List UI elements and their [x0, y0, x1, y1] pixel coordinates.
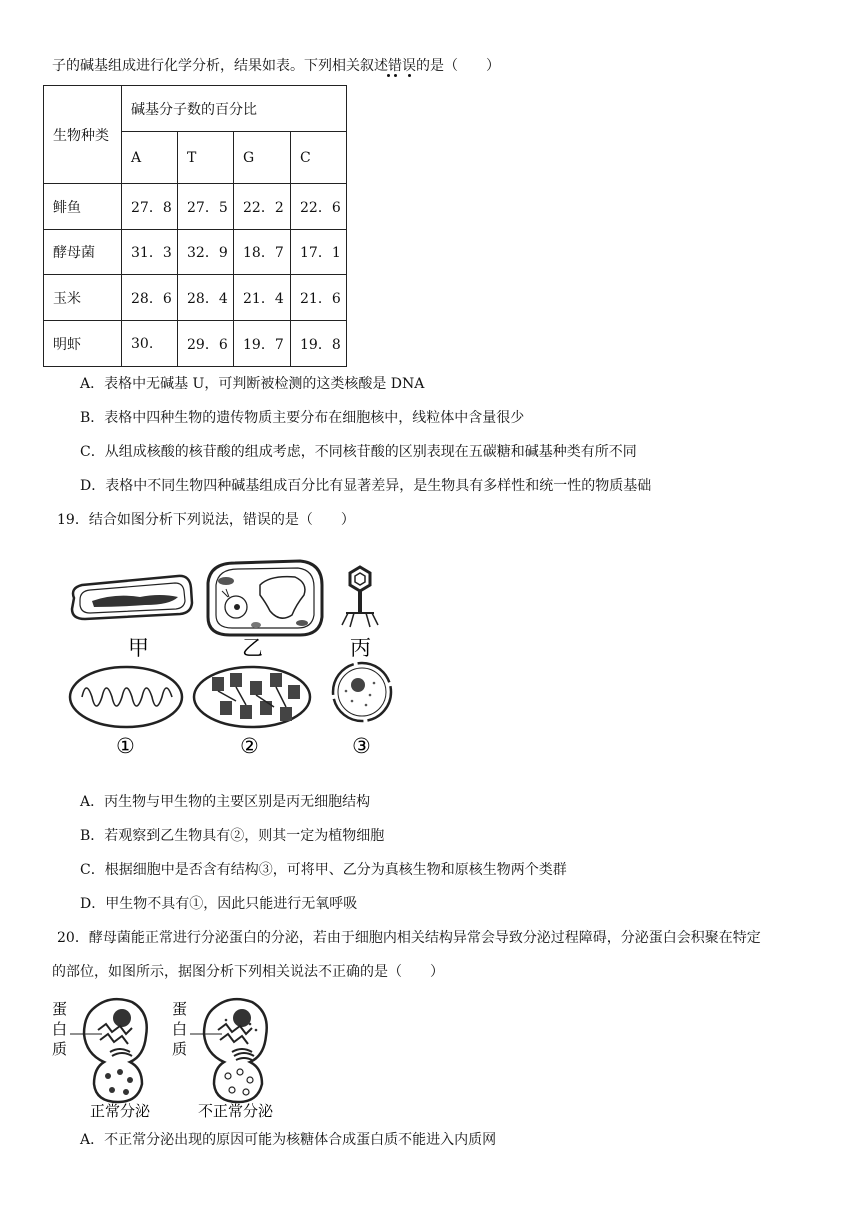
table-group-header: 碱基分子数的百分比 [122, 86, 347, 132]
phage-bing-drawing [342, 567, 378, 627]
table-row-name: 酵母菌 [44, 230, 122, 275]
protein-label-1-char-3: 质 [52, 1040, 68, 1058]
q18-stem-emphasis [388, 58, 416, 74]
table-cell: 21．6 [291, 275, 347, 321]
q18-stem-text: 子的碱基组成进行化学分析，结果如表。下列相关叙述 [52, 58, 388, 74]
q18-option-c: C．从组成核酸的核苷酸的组成考虑，不同核苷酸的区别表现在五碳糖和碱基种类有所不同 [80, 444, 637, 460]
table-cell: 21．4 [234, 275, 291, 321]
table-cell: 28．4 [178, 275, 234, 321]
table-row-header: 生物种类 [44, 86, 122, 184]
table-row-name: 鲱鱼 [44, 184, 122, 230]
label-yi: 乙 [242, 636, 263, 660]
protein-label-2-char-2: 白 [172, 1020, 188, 1038]
table-row-name: 明虾 [44, 321, 122, 367]
q19-figure [60, 555, 410, 760]
q20-stem-line1: 20．酵母菌能正常进行分泌蛋白的分泌，若由于细胞内相关结构异常会导致分泌过程障碍，分泌蛋白会积聚在特定 [57, 930, 761, 946]
table-cell: 17．1 [291, 230, 347, 275]
mitochondrion-drawing [70, 667, 182, 727]
q18-stem-emphasis-char: 误 [402, 58, 416, 74]
q19-stem: 19．结合如图分析下列说法，错误的是（ ） [57, 512, 355, 528]
table-cell: 30. [122, 321, 178, 367]
protein-label-1-char-1: 蛋 [52, 1000, 68, 1018]
q20-stem-line2: 的部位，如图所示，据图分析下列相关说法不正确的是（ ） [52, 964, 444, 980]
nucleus-drawing [333, 663, 391, 721]
label-abnormal-secretion: 不正常分泌 [198, 1102, 274, 1120]
q20-option-a: A．不正常分泌出现的原因可能为核糖体合成蛋白质不能进入内质网 [80, 1132, 497, 1148]
protein-label-2-char-1: 蛋 [172, 1000, 188, 1018]
q19-option-b: B．若观察到乙生物具有②，则其一定为植物细胞 [80, 828, 385, 844]
table-cell: 19．7 [234, 321, 291, 367]
label-jia: 甲 [128, 636, 149, 660]
label-bing: 丙 [350, 636, 371, 660]
normal-secretion-cell-drawing [70, 999, 147, 1102]
table-cell: 22．6 [291, 184, 347, 230]
table-cell: 32．9 [178, 230, 234, 275]
table-cell: 27．8 [122, 184, 178, 230]
base-composition-table [43, 85, 347, 367]
q18-option-b: B．表格中四种生物的遗传物质主要分布在细胞核中，线粒体中含量很少 [80, 410, 525, 426]
table-row-name: 玉米 [44, 275, 122, 321]
label-one: ① [116, 734, 135, 758]
q19-option-a: A．丙生物与甲生物的主要区别是丙无细胞结构 [80, 794, 371, 810]
table-col-t: T [178, 132, 234, 184]
table-row [44, 275, 347, 321]
protein-label-1-char-2: 白 [52, 1020, 68, 1038]
table-cell: 18．7 [234, 230, 291, 275]
q19-option-c: C．根据细胞中是否含有结构③，可将甲、乙分为真核生物和原核生物两个类群 [80, 862, 567, 878]
q18-stem-emphasis-char: 错 [388, 58, 402, 74]
table-col-a: A [122, 132, 178, 184]
protein-label-2-char-3: 质 [172, 1040, 188, 1058]
abnormal-secretion-cell-drawing [190, 999, 267, 1102]
table-col-c: C [291, 132, 347, 184]
q18-option-d: D．表格中不同生物四种碱基组成百分比有显著差异，是生物具有多样性和统一性的物质基础 [80, 478, 652, 494]
q20-figure [50, 996, 290, 1121]
table-cell: 22．2 [234, 184, 291, 230]
q18-option-a: A．表格中无碱基 U，可判断被检测的这类核酸是 DNA [80, 376, 425, 392]
plant-cell-yi-drawing [208, 561, 322, 635]
label-two: ② [240, 734, 259, 758]
label-three: ③ [352, 734, 371, 758]
table-row [44, 321, 347, 367]
q19-option-d: D．甲生物不具有①，因此只能进行无氧呼吸 [80, 896, 358, 912]
table-cell: 31．3 [122, 230, 178, 275]
q18-stem [52, 56, 500, 76]
table-row [44, 230, 347, 275]
table-cell: 19．8 [291, 321, 347, 367]
q18-stem-tail: 的是（ ） [416, 58, 500, 74]
label-normal-secretion: 正常分泌 [90, 1102, 151, 1120]
table-cell: 28．6 [122, 275, 178, 321]
bacterium-jia-drawing [72, 576, 192, 619]
table-row [44, 184, 347, 230]
table-col-g: G [234, 132, 291, 184]
table-cell: 29．6 [178, 321, 234, 367]
chloroplast-drawing [194, 667, 310, 727]
table-cell: 27．5 [178, 184, 234, 230]
